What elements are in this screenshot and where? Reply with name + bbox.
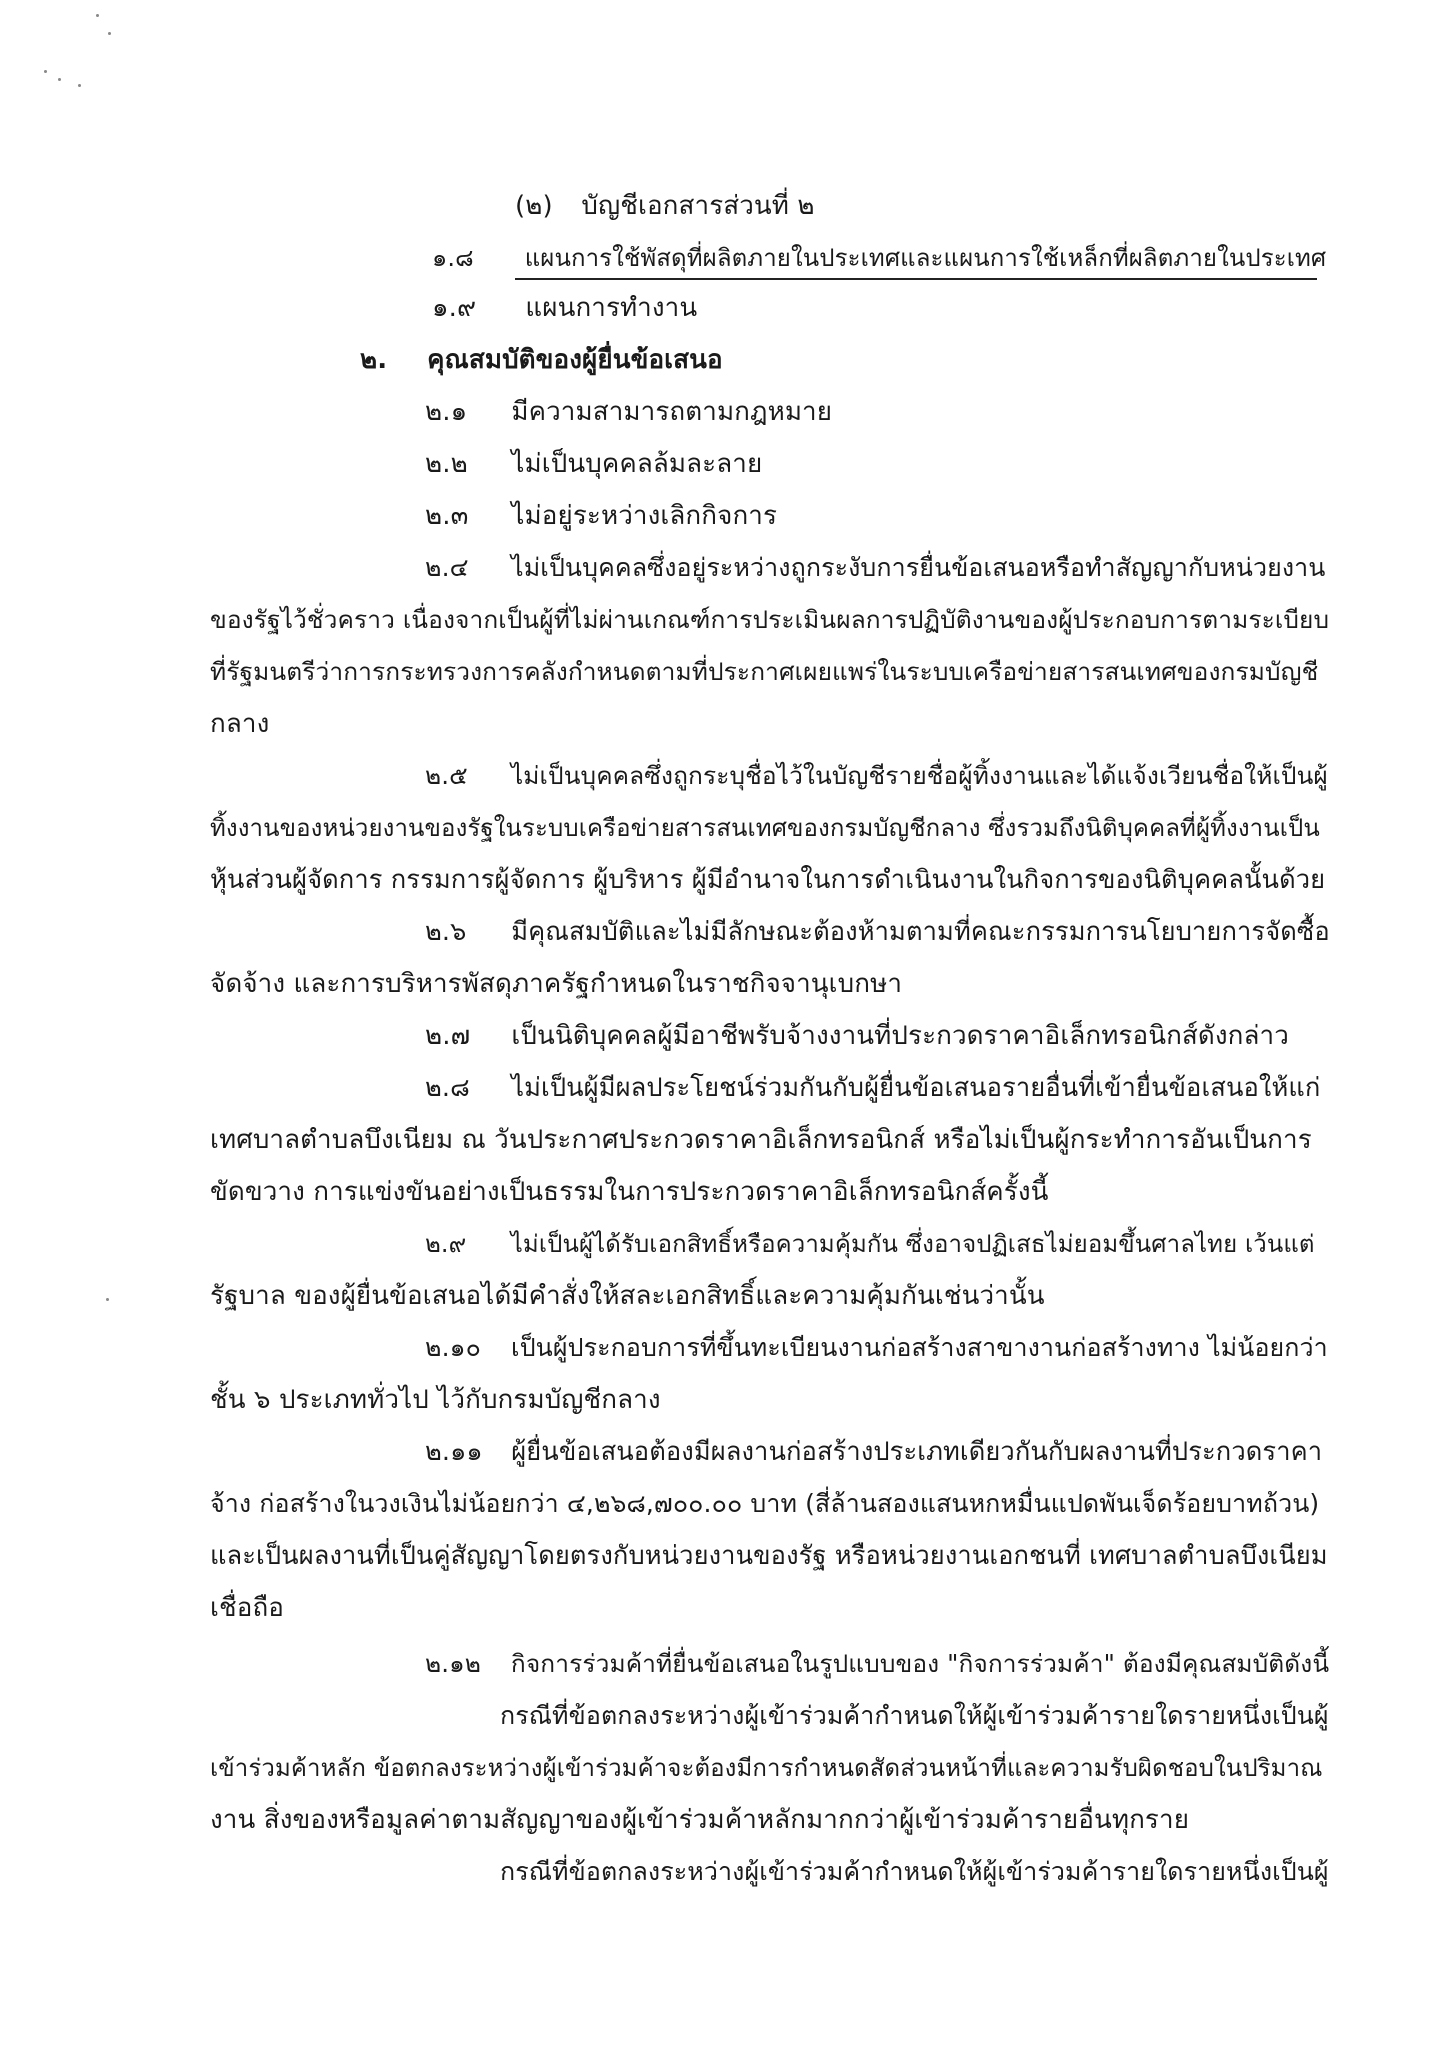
clause-2-5	[425, 756, 1328, 796]
clause-text-line: รัฐบาล ของผู้ยื่นข้อเสนอได้มีคำสั่งให้สละเอกสิทธิ์และความคุ้มกันเช่นว่านั้น	[210, 1281, 1045, 1311]
clause-text: ผู้ยื่นข้อเสนอต้องมีผลงานก่อสร้างประเภทเดียวกันกับผลงานที่ประกวดราคา	[511, 1437, 1323, 1467]
clause-number: ๒.๒	[425, 449, 468, 479]
clause-2-8	[425, 1068, 1320, 1108]
clause-2-12	[425, 1644, 1329, 1684]
clause-text: ไม่เป็นบุคคลล้มละลาย	[511, 449, 763, 479]
clause-text-line: กลาง	[210, 709, 270, 739]
clause-number: ๒.๑๒	[425, 1649, 482, 1678]
clause-number: ๒.๖	[425, 917, 467, 947]
clause-text: ไม่เป็นผู้มีผลประโยชน์ร่วมกันกับผู้ยื่นข้อเสนอรายอื่นที่เข้ายื่นข้อเสนอให้แก่	[511, 1073, 1321, 1103]
item-number: ๑.๘	[432, 244, 474, 272]
clause-text-line: หุ้นส่วนผู้จัดการ กรรมการผู้จัดการ ผู้บริหาร ผู้มีอำนาจในการดำเนินงานในกิจการของนิติบุคคลนั้นด้วย	[210, 865, 1326, 895]
clause-text-line: เชื่อถือ	[210, 1593, 285, 1623]
clause-text-line: ทิ้งงานของหน่วยงานของรัฐในระบบเครือข่ายสารสนเทศของกรมบัญชีกลาง ซึ่งรวมถึงนิติบุคคลที่ผู้ทิ้งงานเป็น	[210, 814, 1320, 842]
clause-text: ไม่เป็นบุคคลซึ่งอยู่ระหว่างถูกระงับการยื่นข้อเสนอหรือทำสัญญากับหน่วยงาน	[511, 553, 1326, 582]
clause-text: กิจการร่วมค้าที่ยื่นข้อเสนอในรูปแบบของ "กิจการร่วมค้า" ต้องมีคุณสมบัติดังนี้	[510, 1649, 1330, 1678]
section-title: คุณสมบัติของผู้ยื่นข้อเสนอ	[427, 345, 723, 375]
clause-2-1	[425, 392, 832, 432]
clause-number: ๒.๓	[425, 501, 469, 531]
clause-text-line: จ้าง ก่อสร้างในวงเงินไม่น้อยกว่า ๔,๒๖๘,๗๐๐.๐๐ บาท (สี่ล้านสองแสนหกหมื่นแปดพันเจ็ดร้อยบาทถ้วน)	[210, 1489, 1320, 1518]
clause-2-11	[425, 1432, 1322, 1472]
list-item	[432, 238, 1326, 278]
clause-number: ๒.๙	[425, 1230, 467, 1258]
clause-text-line: งาน สิ่งของหรือมูลค่าตามสัญญาของผู้เข้าร่วมค้าหลักมากกว่าผู้เข้าร่วมค้ารายอื่นทุกราย	[210, 1805, 1190, 1835]
clause-text: ไม่เป็นบุคคลซึ่งถูกระบุชื่อไว้ในบัญชีรายชื่อผู้ทิ้งงานและได้แจ้งเวียนชื่อให้เป็นผู้	[510, 761, 1328, 790]
item-text: แผนการทำงาน	[525, 293, 698, 323]
clause-text: ไม่อยู่ระหว่างเลิกกิจการ	[511, 501, 778, 531]
scan-speck	[96, 14, 99, 17]
clause-text-line: เทศบาลตำบลบึงเนียม ณ วันประกาศประกวดราคาอิเล็กทรอนิกส์ หรือไม่เป็นผู้กระทำการอันเป็นการ	[210, 1125, 1312, 1155]
scan-speck	[78, 84, 81, 87]
clause-2-4	[425, 548, 1326, 588]
clause-2-9	[425, 1224, 1315, 1264]
clause-2-2	[425, 444, 762, 484]
list-item	[432, 288, 697, 328]
item-number: (๒)	[515, 191, 553, 221]
clause-text-line: ของรัฐไว้ชั่วคราว เนื่องจากเป็นผู้ที่ไม่ผ่านเกณฑ์การประเมินผลการปฏิบัติงานของผู้ประกอบการตามระเบียบ	[210, 605, 1330, 634]
item-number: ๑.๙	[432, 293, 477, 323]
clause-text-line: ขัดขวาง การแข่งขันอย่างเป็นธรรมในการประกวดราคาอิเล็กทรอนิกส์ครั้งนี้	[210, 1177, 1049, 1207]
clause-text-line: กรณีที่ข้อตกลงระหว่างผู้เข้าร่วมค้ากำหนดให้ผู้เข้าร่วมค้ารายใดรายหนึ่งเป็นผู้	[500, 1701, 1329, 1730]
clause-text: ไม่เป็นผู้ได้รับเอกสิทธิ์หรือความคุ้มกัน ซึ่งอาจปฏิเสธไม่ยอมขึ้นศาลไทย เว้นแต่	[510, 1230, 1315, 1258]
clause-number: ๒.๘	[425, 1073, 470, 1103]
scan-speck	[44, 70, 47, 73]
clause-number: ๒.๑	[425, 397, 468, 427]
text-underline	[515, 278, 1317, 280]
item-text: แผนการใช้พัสดุที่ผลิตภายในประเทศและแผนการใช้เหล็กที่ผลิตภายในประเทศ	[524, 244, 1327, 272]
clause-number: ๒.๑๐	[425, 1333, 481, 1362]
clause-2-7	[425, 1016, 1289, 1056]
clause-text: มีความสามารถตามกฎหมาย	[511, 397, 833, 427]
scan-speck	[106, 1298, 109, 1301]
clause-text-line: กรณีที่ข้อตกลงระหว่างผู้เข้าร่วมค้ากำหนดให้ผู้เข้าร่วมค้ารายใดรายหนึ่งเป็นผู้	[500, 1857, 1329, 1886]
item-text: บัญชีเอกสารส่วนที่ ๒	[581, 191, 815, 221]
clause-2-3	[425, 496, 777, 536]
clause-2-6	[425, 912, 1330, 952]
clause-text-line: ชั้น ๖ ประเภททั่วไป ไว้กับกรมบัญชีกลาง	[210, 1385, 661, 1415]
section-heading	[360, 340, 723, 380]
clause-text-line: เข้าร่วมค้าหลัก ข้อตกลงระหว่างผู้เข้าร่วมค้าจะต้องมีการกำหนดสัดส่วนหน้าที่และความรับผิดชอบในปริมาณ	[210, 1754, 1323, 1782]
scan-speck	[58, 78, 61, 81]
clause-number: ๒.๑๑	[425, 1437, 483, 1467]
clause-text-line: จัดจ้าง และการบริหารพัสดุภาครัฐกำหนดในราชกิจจานุเบกษา	[210, 969, 903, 999]
clause-text: เป็นนิติบุคคลผู้มีอาชีพรับจ้างงานที่ประกวดราคาอิเล็กทรอนิกส์ดังกล่าว	[511, 1021, 1289, 1051]
clause-text: เป็นผู้ประกอบการที่ขึ้นทะเบียนงานก่อสร้างสาขางานก่อสร้างทาง ไม่น้อยกว่า	[511, 1333, 1328, 1362]
section-number: ๒.	[360, 345, 388, 375]
clause-number: ๒.๕	[425, 761, 468, 790]
clause-number: ๒.๗	[425, 1021, 471, 1051]
clause-text: มีคุณสมบัติและไม่มีลักษณะต้องห้ามตามที่คณะกรรมการนโยบายการจัดซื้อ	[511, 917, 1330, 947]
scan-speck	[108, 32, 111, 35]
clause-number: ๒.๔	[425, 553, 469, 582]
list-item	[515, 186, 815, 226]
clause-2-10	[425, 1328, 1328, 1368]
clause-text-line: และเป็นผลงานที่เป็นคู่สัญญาโดยตรงกับหน่วยงานของรัฐ หรือหน่วยงานเอกชนที่ เทศบาลตำบลบึงเนียม	[210, 1541, 1328, 1571]
clause-text-line: ที่รัฐมนตรีว่าการกระทรวงการคลังกำหนดตามที่ประกาศเผยแพร่ในระบบเครือข่ายสารสนเทศของกรมบัญชี	[210, 657, 1319, 686]
